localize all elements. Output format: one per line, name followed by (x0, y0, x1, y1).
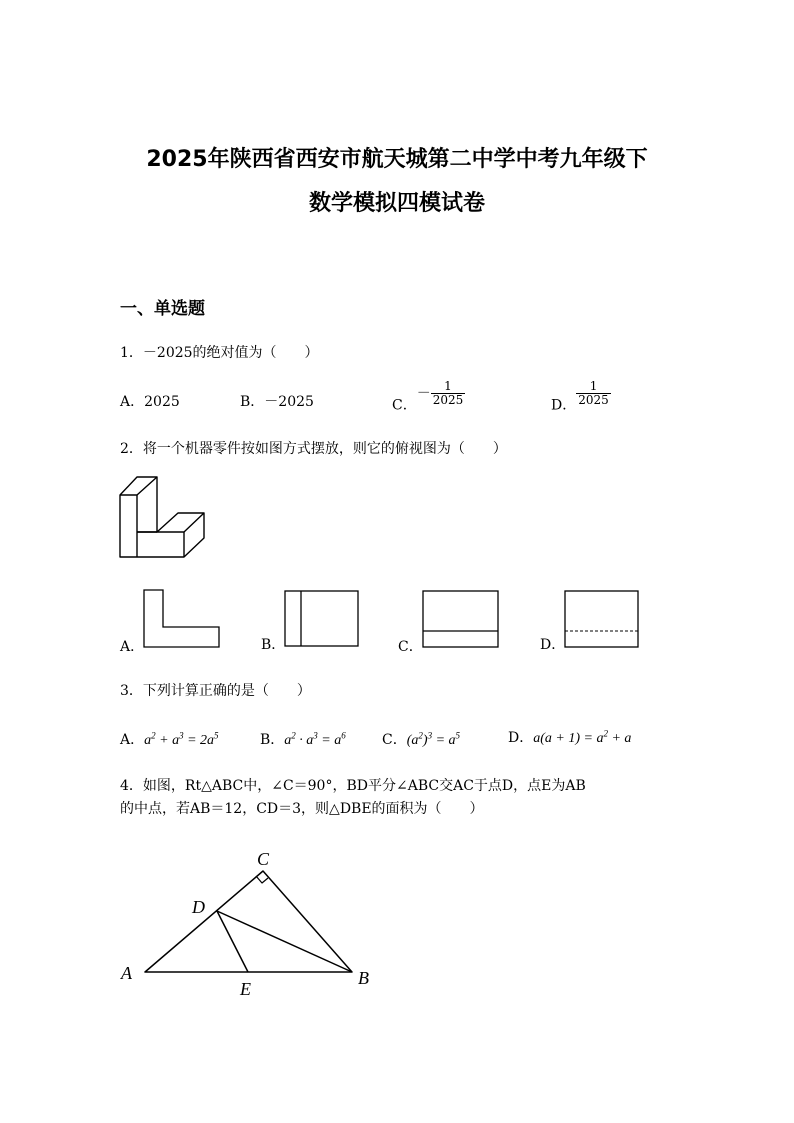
machine-part-figure (118, 475, 208, 560)
q3-option-b-expression (284, 730, 346, 748)
q3-option-c-expression (406, 730, 461, 748)
exam-title-line2: 数学模拟四模试卷 (308, 191, 485, 216)
label-d: D (192, 897, 205, 917)
q3-option-b-label: B． (260, 732, 285, 748)
q3-c-exp2: 3 (427, 730, 433, 741)
q2-option-c-rect-horizontal-line-view[interactable] (422, 590, 500, 649)
q3-c-eq: = a (432, 733, 456, 748)
q3-b-mid: · a (295, 733, 314, 748)
q2-option-d-rect-dashed-line-view[interactable] (564, 590, 640, 649)
q3-b-eq: = a (317, 733, 342, 748)
q3-a-eq: = 2a (183, 733, 215, 748)
q3-d-exp: 2 (603, 728, 608, 739)
q3-b-exp1: 2 (291, 730, 296, 741)
q1-option-c-numerator: 1 (444, 379, 452, 393)
segment-bd (217, 911, 352, 972)
question-1-stem: 1．－2025的绝对值为（ ） (120, 345, 319, 361)
q3-option-c-label: C． (382, 732, 407, 748)
q1-option-c-fraction (431, 380, 466, 407)
q1-option-c-denominator: 2025 (432, 393, 464, 407)
q3-d-left: a(a + 1) = a (533, 731, 604, 746)
q3-a-mid: + a (155, 733, 180, 748)
label-b: B (358, 968, 369, 988)
q1-option-a-value: 2025 (144, 394, 180, 410)
section-header-single-choice: 一、单选题 (120, 299, 205, 319)
q3-option-c[interactable] (382, 729, 460, 749)
q1-option-a-label: A． (120, 394, 145, 410)
q1-option-d-label: D． (551, 397, 577, 414)
q1-option-c[interactable] (392, 380, 465, 415)
q3-a-base: a (144, 733, 152, 748)
q1-option-a[interactable] (120, 391, 180, 411)
right-angle-mark (256, 876, 268, 883)
question-2-stem: 2．将一个机器零件按如图方式摆放，则它的俯视图为（ ） (120, 441, 507, 457)
q1-option-d-numerator: 1 (589, 379, 598, 393)
label-a: A (121, 963, 132, 983)
q1-option-b[interactable] (240, 391, 314, 411)
question-3-stem: 3．下列计算正确的是（ ） (120, 683, 311, 699)
triangle-figure (115, 845, 385, 1005)
q2-option-d-label: D． (540, 637, 566, 653)
q3-option-a[interactable] (120, 729, 219, 749)
q3-d-right: + a (607, 731, 632, 746)
q1-option-d[interactable] (551, 380, 611, 415)
segment-de (217, 911, 248, 972)
triangle-abc (145, 871, 352, 972)
q1-option-b-label: B． (240, 394, 265, 410)
question-4-stem-line1: 4．如图，Rt△ABC中，∠C＝90°，BD平分∠ABC交AC于点D，点E为AB (120, 778, 586, 794)
q3-c-close: ) (422, 733, 428, 748)
exam-title-line1: 2025年陕西省西安市航天城第二中学中考九年级下 (146, 147, 648, 172)
q3-b-exp3: 6 (341, 730, 346, 741)
q3-a-exp2: 3 (179, 730, 184, 741)
q2-option-a-label: A． (120, 639, 145, 655)
question-4-stem-line2: 的中点，若AB＝12，CD＝3，则△DBE的面积为（ ） (120, 801, 484, 817)
q3-a-exp3: 5 (214, 730, 219, 741)
label-e: E (240, 979, 251, 999)
q3-a-exp1: 2 (151, 730, 156, 741)
q1-option-b-value: －2025 (264, 394, 314, 410)
q1-option-d-fraction (576, 380, 611, 407)
q3-option-b[interactable] (260, 729, 346, 749)
q3-option-a-expression (144, 730, 219, 748)
q1-option-c-label: C． (392, 397, 417, 414)
label-c: C (257, 849, 270, 869)
q3-b-exp2: 3 (313, 730, 318, 741)
q3-c-exp1: 2 (418, 730, 423, 741)
q2-option-b-rect-vertical-line-view[interactable] (284, 590, 360, 648)
q1-option-c-sign: － (416, 385, 431, 402)
q1-option-d-denominator: 2025 (578, 393, 609, 407)
q3-c-open: (a (406, 733, 419, 748)
q2-option-a-lshape-view[interactable] (143, 589, 221, 649)
q3-c-exp3: 5 (455, 730, 461, 741)
q2-option-c-label: C． (398, 639, 423, 655)
q3-option-d[interactable] (508, 727, 631, 747)
q3-option-d-label: D． (508, 730, 534, 746)
q2-option-b-label: B． (261, 637, 286, 653)
q3-option-d-expression (533, 728, 632, 746)
q3-b-base: a (284, 733, 292, 748)
q3-option-a-label: A． (120, 732, 145, 748)
